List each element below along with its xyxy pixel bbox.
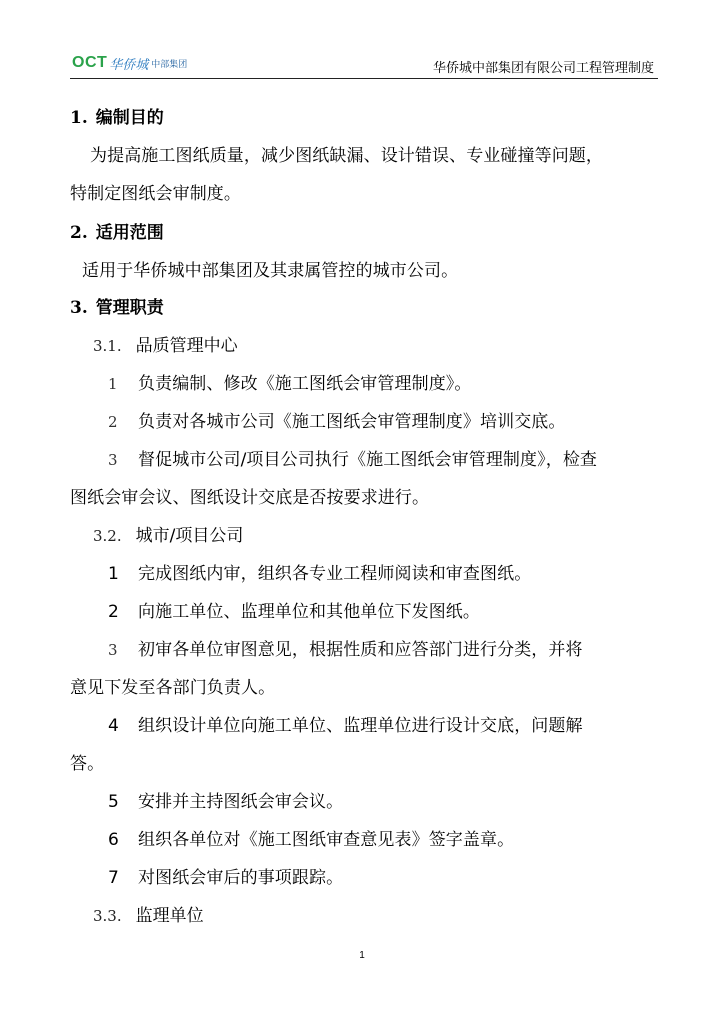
list-item-text: 督促城市公司/项目公司执行《施工图纸会审管理制度》，检查 [138,450,598,470]
list-item-number: 1 [108,375,118,393]
list-item [108,711,583,736]
list-item [108,635,583,660]
section-number: 1. [70,108,88,128]
list-item [108,407,566,432]
list-item [108,559,531,584]
list-item-continuation: 意见下发至各部门负责人。 [70,678,276,698]
list-item-number: 4 [108,716,119,736]
subsection-title: 城市/项目公司 [135,526,244,546]
company-logo [72,52,187,74]
list-item-text: 负责对各城市公司《施工图纸会审管理制度》培训交底。 [138,412,566,432]
list-item-number: 2 [108,602,119,622]
subsection-title: 品质管理中心 [135,336,238,356]
section-number: 2. [70,223,88,243]
section-1-heading [70,103,164,128]
section-number: 3. [70,298,88,318]
list-item-continuation: 图纸会审会议、图纸设计交底是否按要求进行。 [70,488,430,508]
subsection-3-3-heading [93,901,204,926]
list-item-number: 6 [108,830,119,850]
list-item-text: 完成图纸内审，组织各专业工程师阅读和审查图纸。 [138,564,532,584]
list-item-number: 3 [108,451,118,469]
section-3-heading [70,293,164,318]
header-divider [70,78,658,79]
list-item-text: 负责编制、修改《施工图纸会审管理制度》。 [138,374,472,394]
section-1-paragraph-line: 为提高施工图纸质量，减少图纸缺漏、设计错误、专业碰撞等问题， [90,146,603,166]
list-item-number: 2 [108,413,118,431]
logo-oct-text: OCT [72,54,108,71]
list-item [108,369,472,394]
list-item [108,863,343,888]
subsection-number: 3.2. [93,527,122,545]
list-item-number: 7 [108,868,119,888]
list-item-text: 安排并主持图纸会审会议。 [138,792,344,812]
list-item [108,825,514,850]
list-item-number: 3 [108,641,118,659]
subsection-number: 3.3. [93,907,122,925]
subsection-3-1-heading [93,331,238,356]
list-item [108,597,480,622]
subsection-number: 3.1. [93,337,122,355]
section-2-heading [70,218,164,243]
section-title: 管理职责 [95,298,164,318]
list-item-text: 向施工单位、监理单位和其他单位下发图纸。 [138,602,480,622]
subsection-3-2-heading [93,521,243,546]
section-1-paragraph-line: 特制定图纸会审制度。 [70,184,241,204]
header-title: 华侨城中部集团有限公司工程管理制度 [432,61,654,76]
list-item-number: 5 [108,792,119,812]
section-title: 编制目的 [95,108,164,128]
list-item [108,445,597,470]
subsection-title: 监理单位 [135,906,204,926]
list-item-text: 组织各单位对《施工图纸审查意见表》签字盖章。 [138,830,515,850]
list-item-continuation: 答。 [70,754,105,774]
list-item-text: 组织设计单位向施工单位、监理单位进行设计交底，问题解 [138,716,583,736]
page-number: 1 [359,950,365,961]
logo-sub-text: 中部集团 [151,59,188,70]
list-item-number: 1 [108,564,119,584]
list-item-text: 初审各单位审图意见，根据性质和应答部门进行分类，并将 [138,640,583,660]
section-2-paragraph: 适用于华侨城中部集团及其隶属管控的城市公司。 [82,261,459,281]
section-title: 适用范围 [95,223,164,243]
list-item [108,787,343,812]
list-item-text: 对图纸会审后的事项跟踪。 [138,868,344,888]
logo-script-text: 华侨城 [109,57,149,73]
